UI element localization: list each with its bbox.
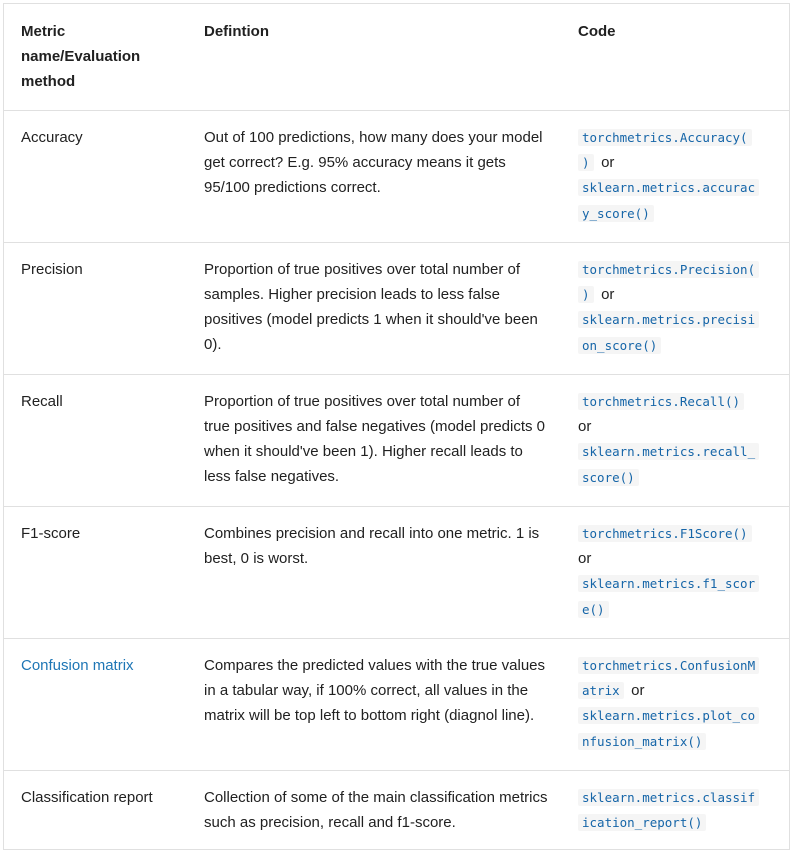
code-snippet: ) bbox=[578, 286, 594, 303]
code-snippet: torchmetrics.Accuracy( bbox=[578, 129, 752, 146]
metric-code bbox=[578, 507, 778, 622]
metrics-table bbox=[3, 3, 790, 850]
code-snippet: torchmetrics.F1Score() bbox=[578, 525, 752, 542]
metric-code bbox=[578, 639, 778, 754]
table-row bbox=[4, 375, 789, 507]
metric-name-link[interactable] bbox=[21, 639, 191, 678]
metric-name: F1-score bbox=[21, 525, 81, 542]
or-text: or bbox=[601, 154, 615, 172]
metric-code bbox=[578, 243, 778, 358]
code-snippet: torchmetrics.Precision( bbox=[578, 261, 759, 278]
code-snippet: ) bbox=[578, 154, 594, 171]
code-snippet: sklearn.metrics.recall_ bbox=[578, 443, 759, 460]
metric-name: Classification report bbox=[21, 789, 153, 806]
metric-definition: Out of 100 predictions, how many does your model get correct? E.g. 95% accuracy means it gets 95/100 predictions correct. bbox=[204, 129, 543, 196]
confusion-matrix-link[interactable]: Confusion matrix bbox=[21, 657, 134, 674]
or-text: or bbox=[631, 682, 645, 700]
metric-definition: Combines precision and recall into one metric. 1 is best, 0 is worst. bbox=[204, 525, 540, 567]
code-snippet: sklearn.metrics.accurac bbox=[578, 179, 759, 196]
metric-code bbox=[578, 771, 778, 835]
header-metric bbox=[21, 4, 191, 94]
code-snippet: atrix bbox=[578, 682, 624, 699]
code-snippet: on_score() bbox=[578, 337, 661, 354]
metric-definition: Proportion of true positives over total number of true positives and false negatives (model predicts 0 when it should've been 1). Higher recall leads to less false negatives. bbox=[204, 393, 546, 485]
code-snippet: sklearn.metrics.classif bbox=[578, 789, 759, 806]
code-snippet: sklearn.metrics.precisi bbox=[578, 311, 759, 328]
table-row bbox=[4, 111, 789, 243]
metric-code bbox=[578, 111, 778, 226]
metric-name: Precision bbox=[21, 261, 83, 278]
code-snippet: sklearn.metrics.plot_co bbox=[578, 707, 759, 724]
table-row bbox=[4, 639, 789, 771]
or-text: or bbox=[601, 286, 615, 304]
code-snippet: torchmetrics.ConfusionM bbox=[578, 657, 759, 674]
metric-name: Accuracy bbox=[21, 129, 83, 146]
table-row bbox=[4, 507, 789, 639]
header-metric-line2: name/Evaluation bbox=[21, 48, 141, 65]
code-snippet: e() bbox=[578, 601, 609, 618]
or-text: or bbox=[578, 550, 592, 568]
table-header-row bbox=[4, 4, 789, 111]
header-definition: Defintion bbox=[204, 23, 269, 40]
header-metric-line3: method bbox=[21, 73, 76, 90]
table-row bbox=[4, 243, 789, 375]
metric-definition: Collection of some of the main classification metrics such as precision, recall and f1-score. bbox=[204, 789, 548, 831]
code-snippet: score() bbox=[578, 469, 639, 486]
code-snippet: sklearn.metrics.f1_scor bbox=[578, 575, 759, 592]
or-text: or bbox=[578, 418, 592, 436]
code-snippet: nfusion_matrix() bbox=[578, 733, 706, 750]
metric-name: Recall bbox=[21, 393, 63, 410]
metric-code bbox=[578, 375, 778, 490]
code-snippet: ication_report() bbox=[578, 814, 706, 831]
header-code: Code bbox=[578, 23, 616, 40]
header-metric-line1: Metric bbox=[21, 23, 66, 40]
code-snippet: y_score() bbox=[578, 205, 654, 222]
table-row bbox=[4, 771, 789, 849]
code-snippet: torchmetrics.Recall() bbox=[578, 393, 744, 410]
metric-definition: Proportion of true positives over total number of samples. Higher precision leads to less false positives (model predicts 1 when it should've been 0). bbox=[204, 261, 538, 353]
metric-definition: Compares the predicted values with the true values in a tabular way, if 100% correct, all values in the matrix will be top left to bottom right (diagnol line). bbox=[204, 657, 546, 724]
